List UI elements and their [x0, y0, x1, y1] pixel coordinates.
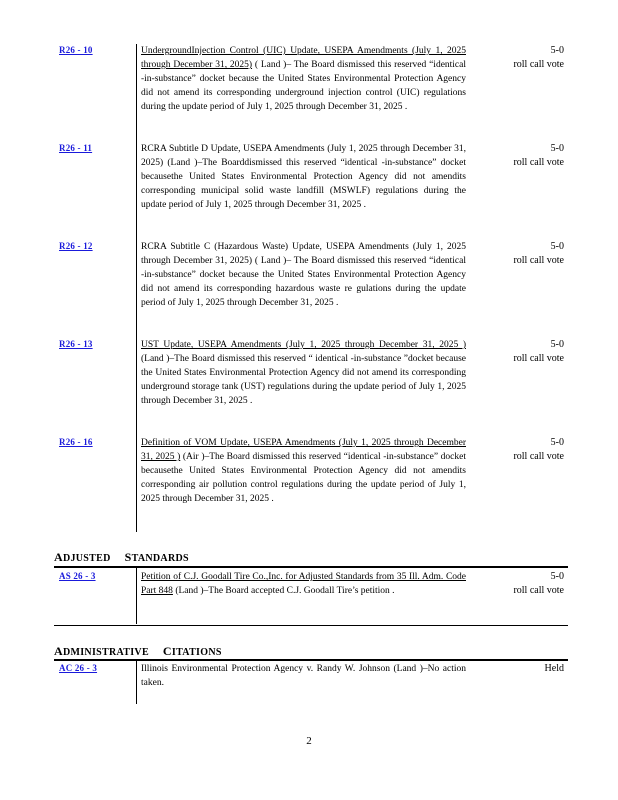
column-divider — [136, 44, 137, 130]
docket-link[interactable]: R26 - 13 — [59, 339, 93, 349]
matter-description — [141, 570, 466, 598]
vote-result — [513, 44, 564, 72]
column-divider — [136, 424, 137, 532]
matter-description — [141, 44, 466, 114]
vote-count: 5-0 — [550, 143, 564, 154]
vote-result — [513, 338, 564, 366]
docket-link[interactable]: R26 - 11 — [59, 143, 93, 153]
docket-link[interactable]: R26 - 12 — [59, 241, 93, 251]
vote-count: 5-0 — [550, 437, 564, 448]
matter-row — [54, 570, 568, 624]
matter-body: ( Land )– The Board dismissed this reserved “identical -in-substance” docket because the United States Environmental Protection Agency did not amend its corresponding underground injection control (UIC) regulations during the update period of July 1, 2025 through December 31, 2025 . — [141, 60, 467, 112]
section-rule — [54, 566, 568, 568]
vote-type: roll call vote — [513, 157, 564, 168]
vote-count: 5-0 — [550, 339, 564, 350]
vote-count: 5-0 — [550, 45, 564, 56]
vote-count: 5-0 — [550, 241, 564, 252]
vote-type: roll call vote — [513, 255, 564, 266]
matter-description — [141, 436, 466, 506]
vote-result — [513, 570, 564, 598]
matter-row — [54, 142, 568, 228]
column-divider — [136, 228, 137, 326]
section-rule — [54, 625, 568, 626]
matter-title: Petition of C.J. Goodall Tire Co.,Inc. for Adjusted Standards from 35 Ill. Adm. Code Part 848 — [141, 572, 466, 596]
vote-type: roll call vote — [513, 451, 564, 462]
matter-title: Definition of VOM Update, USEPA Amendments (July 1, 2025 through December 31, 2025 ) — [141, 438, 466, 462]
vote-result — [513, 436, 564, 464]
matter-body: (Land )–The Board dismissed this reserved “ identical -in-substance ”docket because the United States Environmental Protection Agency did not amend its corresponding underground storage tank (UST) regulations during the update period of July 1, 2025 through December 31, 2025 . — [141, 354, 466, 406]
matter-body: (Land )–The Boarddismissed this reserved “identical -in-substance” docket becausethe United States Environmental Protection Agency did not amendits corresponding municipal solid waste landfill (MSWLF) regulations during the update period of July 1, 2025 through December 31, 2025 . — [141, 158, 466, 210]
matter-description — [141, 338, 466, 408]
column-divider — [136, 568, 137, 624]
status-text: Held — [544, 663, 564, 674]
section-heading-adjusted-standards: ADJUSTED STANDARDS — [54, 550, 189, 564]
section-rule — [54, 659, 568, 661]
column-divider — [136, 130, 137, 228]
matter-description — [141, 142, 466, 212]
matter-row — [54, 44, 568, 130]
vote-result — [513, 240, 564, 268]
docket-link[interactable]: R26 - 16 — [59, 437, 93, 447]
vote-type: roll call vote — [513, 585, 564, 596]
docket-link[interactable]: AS 26 - 3 — [59, 571, 96, 581]
matter-row — [54, 338, 568, 424]
matter-description — [141, 240, 466, 310]
column-divider — [136, 326, 137, 424]
vote-type: roll call vote — [513, 59, 564, 70]
page-number: 2 — [306, 735, 312, 747]
matter-body: (Land )–The Board accepted C.J. Goodall Tire’s petition . — [175, 586, 395, 596]
vote-result — [513, 142, 564, 170]
matter-row — [54, 662, 568, 704]
matter-body: ( Land )– The Board dismissed this reserved “identical -in-substance” docket because the United States Environmental Protection Agency did not amend its corresponding hazardous waste re gulations during the update period of July 1, 2025 through December 31, 2025 . — [141, 256, 467, 308]
matter-body: Illinois Environmental Protection Agency v. Randy W. Johnson (Land )–No action taken. — [141, 664, 466, 688]
vote-count: 5-0 — [550, 571, 564, 582]
column-divider — [136, 660, 137, 704]
matter-title: RCRA Subtitle C (Hazardous Waste) Update, USEPA Amendments (July 1, 2025 through December 31, 2025) — [141, 242, 466, 266]
matter-title: RCRA Subtitle D Update, USEPA Amendments (July 1, 2025 through December 31, 2025) — [141, 144, 466, 168]
docket-link[interactable]: R26 - 10 — [59, 45, 93, 55]
matter-title: UST Update, USEPA Amendments (July 1, 2025 through December 31, 2025 ) — [141, 340, 466, 350]
matter-status — [545, 662, 564, 676]
docket-link[interactable]: AC 26 - 3 — [59, 663, 98, 673]
matter-description — [141, 662, 466, 690]
vote-type: roll call vote — [513, 353, 564, 364]
matter-body: (Air )–The Board dismissed this reserved “identical -in-substance” docket becausethe United States Environmental Protection Agency did not amendits corresponding air pollution control regulations during the update period of July 1, 2025 through December 31, 2025 . — [141, 452, 467, 504]
matter-row — [54, 240, 568, 326]
matter-row — [54, 436, 568, 532]
matter-title: UndergroundInjection Control (UIC) Update, USEPA Amendments (July 1, 2025 through December 31, 2025) — [141, 46, 466, 70]
section-heading-administrative-citations: ADMINISTRATIVE CITATIONS — [54, 644, 222, 658]
